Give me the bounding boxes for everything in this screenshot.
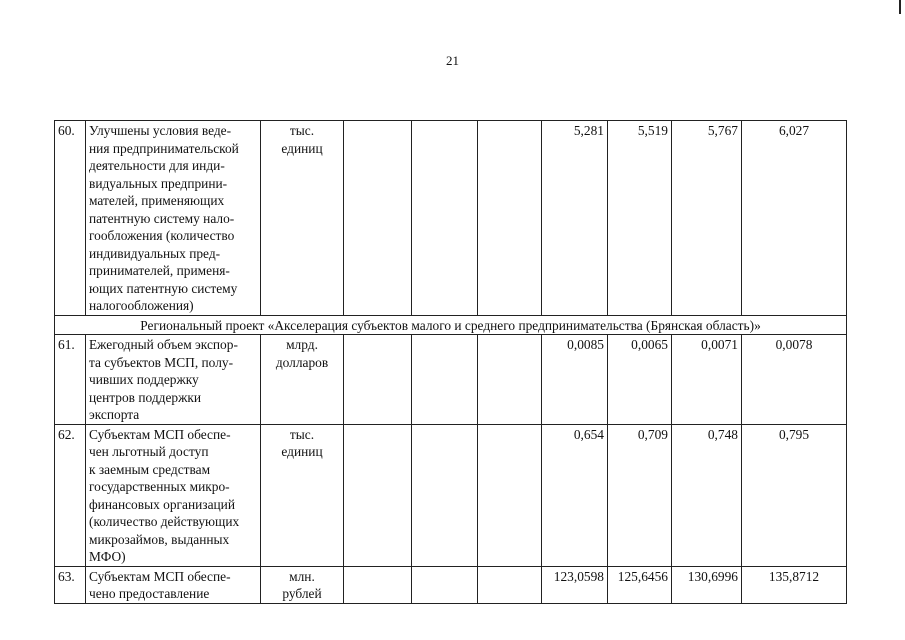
row-number: 62. bbox=[55, 424, 86, 566]
section-row bbox=[55, 315, 847, 335]
value-cell bbox=[412, 566, 478, 603]
value-cell: 0,795 bbox=[742, 424, 847, 566]
table-row bbox=[55, 335, 847, 425]
description-line: ния предпринимательской bbox=[89, 140, 239, 156]
unit-of-measure bbox=[261, 335, 344, 425]
value-cell: 5,281 bbox=[542, 121, 608, 316]
description-line: к заемным средствам bbox=[89, 461, 211, 477]
value-cell bbox=[478, 335, 542, 425]
value-cell: 0,654 bbox=[542, 424, 608, 566]
unit-of-measure bbox=[261, 424, 344, 566]
value-cell bbox=[478, 566, 542, 603]
description-line: мателей, применяющих bbox=[89, 193, 225, 208]
row-number: 61. bbox=[55, 335, 86, 425]
unit-of-measure bbox=[261, 121, 344, 316]
unit-line: рублей bbox=[282, 586, 322, 601]
value-cell bbox=[344, 335, 412, 425]
description-line: микрозаймов, выданных bbox=[89, 531, 230, 547]
unit-of-measure bbox=[261, 566, 344, 603]
description-line: гообложения (количество bbox=[89, 228, 235, 243]
value-cell: 135,8712 bbox=[742, 566, 847, 603]
description-line: принимателей, применя- bbox=[89, 263, 230, 278]
description-line: индивидуальных пред- bbox=[89, 245, 221, 261]
unit-line: единиц bbox=[281, 444, 323, 459]
description-line: центров поддержки bbox=[89, 389, 202, 405]
value-cell: 130,6996 bbox=[672, 566, 742, 603]
indicator-description bbox=[86, 335, 261, 425]
description-line: та субъектов МСП, полу- bbox=[89, 354, 234, 370]
description-line: Ежегодный объем экспор- bbox=[89, 337, 238, 352]
description-line: МФО) bbox=[89, 549, 126, 564]
value-cell bbox=[412, 424, 478, 566]
value-cell: 0,0085 bbox=[542, 335, 608, 425]
value-cell: 5,767 bbox=[672, 121, 742, 316]
value-cell: 0,0078 bbox=[742, 335, 847, 425]
description-line: государственных микро- bbox=[89, 479, 230, 494]
unit-line: млн. bbox=[289, 568, 315, 584]
row-number: 60. bbox=[55, 121, 86, 316]
table-row bbox=[55, 121, 847, 316]
value-cell: 5,519 bbox=[608, 121, 672, 316]
value-cell: 0,748 bbox=[672, 424, 742, 566]
table-section bbox=[55, 315, 847, 335]
description-line: чен льготный доступ bbox=[89, 444, 209, 459]
description-line: налогообложения) bbox=[89, 298, 194, 313]
unit-line: долларов bbox=[275, 354, 329, 370]
row-number: 63. bbox=[55, 566, 86, 603]
value-cell bbox=[344, 121, 412, 316]
unit-line: тыс. bbox=[289, 426, 315, 442]
description-line: финансовых организаций bbox=[89, 496, 236, 512]
unit-line: тыс. bbox=[289, 123, 315, 138]
value-cell bbox=[344, 424, 412, 566]
description-line: видуальных предприни- bbox=[89, 175, 228, 191]
unit-line: единиц bbox=[281, 140, 323, 156]
table-body-lower bbox=[55, 335, 847, 604]
scan-edge-mark bbox=[899, 0, 901, 14]
value-cell bbox=[344, 566, 412, 603]
value-cell: 0,0071 bbox=[672, 335, 742, 425]
value-cell: 0,0065 bbox=[608, 335, 672, 425]
description-line: чивших поддержку bbox=[89, 372, 199, 387]
description-line: ющих патентную систему bbox=[89, 280, 238, 296]
description-line: деятельности для инди- bbox=[89, 158, 225, 173]
indicator-description bbox=[86, 566, 261, 603]
table-row bbox=[55, 566, 847, 603]
indicator-description bbox=[86, 121, 261, 316]
description-line: Субъектам МСП обеспе- bbox=[89, 426, 231, 442]
description-line: (количество действующих bbox=[89, 514, 240, 529]
indicators-table bbox=[54, 120, 847, 604]
value-cell bbox=[412, 121, 478, 316]
value-cell: 0,709 bbox=[608, 424, 672, 566]
value-cell: 123,0598 bbox=[542, 566, 608, 603]
indicator-description bbox=[86, 424, 261, 566]
section-title: Региональный проект «Акселерация субъектов малого и среднего предпринимательства (Брянская область)» bbox=[55, 315, 847, 335]
description-line: чено предоставление bbox=[89, 586, 210, 601]
description-line: Субъектам МСП обеспе- bbox=[89, 568, 231, 584]
description-line: экспорта bbox=[89, 407, 140, 422]
value-cell bbox=[478, 121, 542, 316]
unit-line: млрд. bbox=[286, 337, 318, 352]
value-cell: 125,6456 bbox=[608, 566, 672, 603]
table-body-upper bbox=[55, 121, 847, 316]
description-line: Улучшены условия веде- bbox=[89, 123, 232, 138]
table-row bbox=[55, 424, 847, 566]
description-line: патентную систему нало- bbox=[89, 210, 235, 226]
value-cell bbox=[412, 335, 478, 425]
value-cell: 6,027 bbox=[742, 121, 847, 316]
page-number: 21 bbox=[446, 53, 459, 68]
value-cell bbox=[478, 424, 542, 566]
